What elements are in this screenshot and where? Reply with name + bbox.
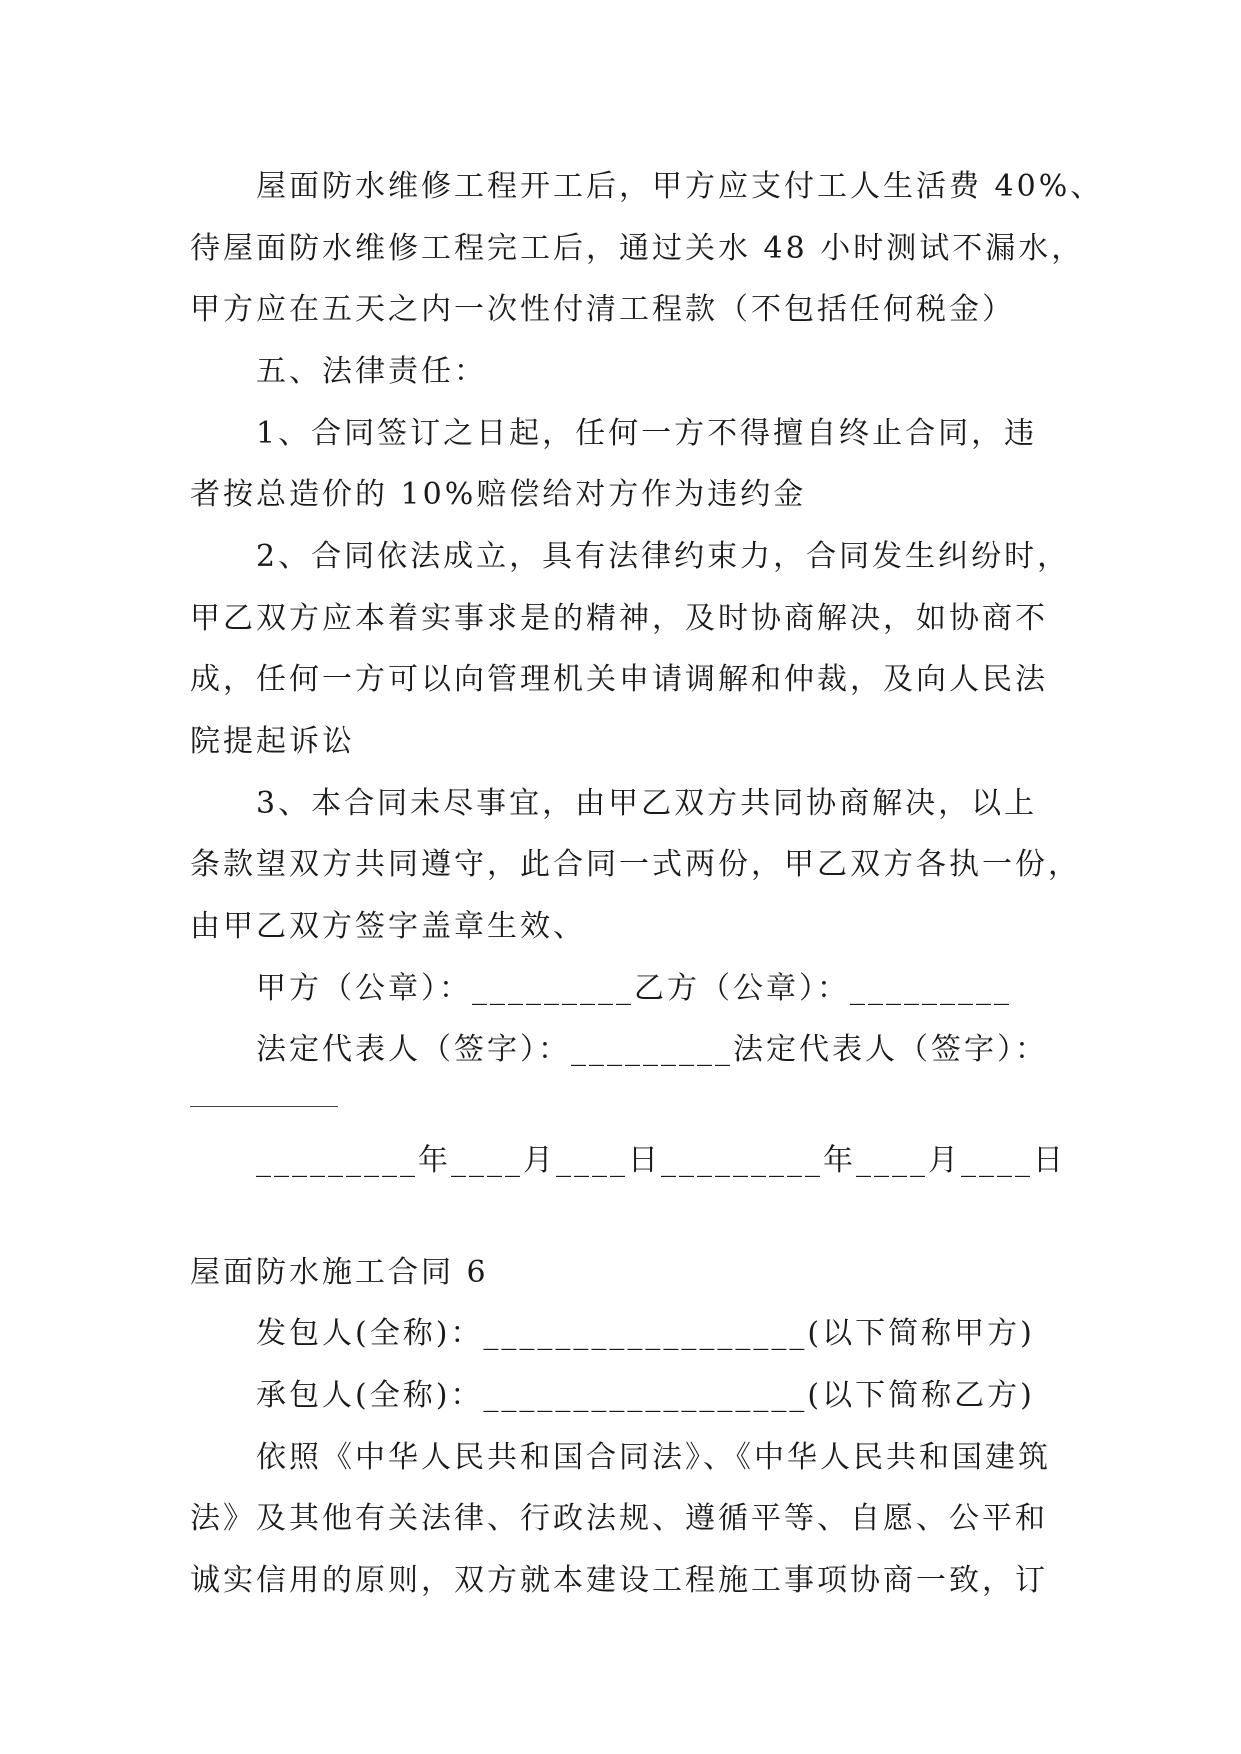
paragraph-line: 甲乙双方应本着实事求是的精神，及时协商解决，如协商不 [190,601,1048,636]
paragraph-line: 诚实信用的原则，双方就本建设工程施工事项协商一致，订 [190,1563,1048,1598]
paragraph-line: 1、合同签订之日起，任何一方不得擅自终止合同，违 [256,416,1038,451]
paragraph-line: 2、合同依法成立，具有法律约束力，合同发生纠纷时， [256,539,1071,574]
contract-title: 屋面防水施工合同 6 [190,1255,489,1290]
paragraph-line: 3、本合同未尽事宜，由甲乙双方共同协商解决，以上 [256,786,1038,821]
paragraph-line: 者按总造价的 10%赔偿给对方作为违约金 [190,477,807,512]
paragraph-line: 屋面防水维修工程开工后，甲方应支付工人生活费 40%、 [256,169,1104,204]
paragraph-line: 甲方应在五天之内一次性付清工程款（不包括任何税金） [190,292,1015,327]
paragraph-line: 依照《中华人民共和国合同法》、《中华人民共和国建筑 [256,1440,1051,1475]
paragraph-line: 条款望双方共同遵守，此合同一式两份，甲乙双方各执一份， [190,847,1081,882]
date-line: _________年____月____日_________年____月____日 [256,1143,1066,1178]
party-line: 承包人(全称)：__________________(以下简称乙方) [256,1378,1035,1413]
section-heading: 五、法律责任： [256,354,487,389]
signature-blank-rule [190,1106,338,1107]
paragraph-line: 院提起诉讼 [190,724,355,759]
paragraph-line: 法》及其他有关法律、行政法规、遵循平等、自愿、公平和 [190,1501,1048,1536]
party-line: 发包人(全称)：__________________(以下简称甲方) [256,1316,1035,1351]
paragraph-line: 待屋面防水维修工程完工后，通过关水 48 小时测试不漏水， [190,231,1085,266]
paragraph-line: 成，任何一方可以向管理机关申请调解和仲裁，及向人民法 [190,662,1048,697]
signature-line: 甲方（公章）：_________乙方（公章）：_________ [256,971,1012,1006]
signature-line: 法定代表人（签字）：_________法定代表人（签字）： [256,1032,1048,1067]
paragraph-line: 由甲乙双方签字盖章生效、 [190,909,586,944]
